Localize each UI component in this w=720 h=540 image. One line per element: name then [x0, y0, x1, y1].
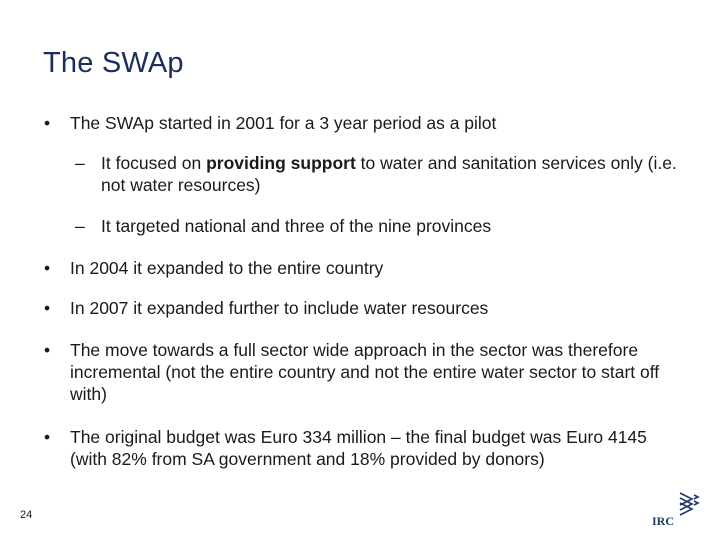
bullet-text: In 2007 it expanded further to include water resources — [70, 298, 489, 318]
sub-bullet-text-post: to water and sanitation services only (i.e. not water resources) — [101, 153, 677, 195]
sub-bullet-text-pre: It focused on — [101, 153, 207, 173]
bullet-item — [44, 257, 695, 279]
logo-text: IRC — [652, 514, 675, 528]
bullet-marker: • — [44, 258, 51, 278]
sub-bullet-item — [75, 215, 701, 237]
bullet-text: In 2004 it expanded to the entire country — [70, 258, 384, 278]
bullet-item — [44, 297, 695, 319]
slide-title: The SWAp — [43, 47, 184, 79]
bullet-item — [44, 339, 685, 405]
bullet-item — [44, 426, 660, 470]
bullet-item — [44, 112, 695, 134]
bullet-marker: • — [44, 113, 51, 133]
irc-logo — [650, 490, 702, 530]
bullet-text: The SWAp started in 2001 for a 3 year period as a pilot — [70, 113, 497, 133]
logo-mark-icon — [680, 493, 698, 515]
sub-bullet-text-bold: providing support — [206, 153, 356, 173]
bullet-marker: • — [44, 427, 51, 447]
sub-bullet-item — [75, 152, 691, 196]
sub-bullet-text: It targeted national and three of the nine provinces — [101, 216, 492, 236]
page-number: 24 — [20, 509, 33, 521]
bullet-marker: • — [44, 298, 51, 318]
bullet-marker: • — [44, 340, 51, 360]
dash-marker: – — [75, 216, 85, 236]
dash-marker: – — [75, 153, 85, 173]
bullet-text: The original budget was Euro 334 million – the final budget was Euro 4145 (with 82% from SA government and 18% provided by donors) — [70, 427, 647, 469]
bullet-text: The move towards a full sector wide approach in the sector was therefore incremental (not the entire country and not the entire water sector to start off with) — [70, 340, 660, 404]
